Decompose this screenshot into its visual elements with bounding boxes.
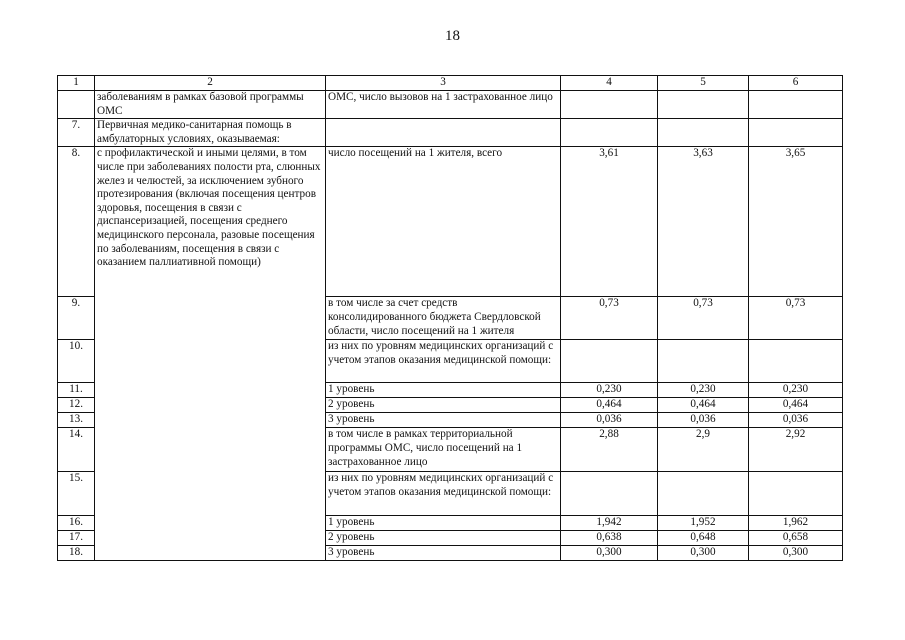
row-number: 17.: [58, 531, 95, 546]
row-number: 12.: [58, 398, 95, 413]
row-indicator: 2 уровень: [326, 531, 561, 546]
col-header-5: 5: [658, 76, 749, 91]
value-col4: 3,61: [561, 147, 658, 297]
value-col4: 2,88: [561, 428, 658, 472]
row-indicator: 2 уровень: [326, 398, 561, 413]
header-row: [58, 76, 843, 91]
value-col5: 2,9: [658, 428, 749, 472]
row-indicator: 3 уровень: [326, 546, 561, 561]
value-col4: 0,036: [561, 413, 658, 428]
row-indicator: [326, 119, 561, 147]
value-col5: [658, 91, 749, 119]
page-number: 18: [445, 28, 460, 44]
table-row: [58, 119, 843, 147]
value-col4: 1,942: [561, 516, 658, 531]
value-col6: 0,658: [749, 531, 843, 546]
col-header-4: 4: [561, 76, 658, 91]
row-description: с профилактической и иными целями, в том числе при заболеваниях полости рта, слюнных желез и челюстей, за исключением зубного протезирования (включая посещения центров здоровья, посещения в связи с диспансеризацией, посещения среднего медицинского персонала, разовые посещения по заболеваниям, посещения в связи с оказанием паллиативной помощи): [95, 147, 326, 561]
value-col4: 0,230: [561, 383, 658, 398]
value-col5: 3,63: [658, 147, 749, 297]
value-col6: [749, 340, 843, 383]
value-col6: 2,92: [749, 428, 843, 472]
row-number: 13.: [58, 413, 95, 428]
col-header-2: 2: [95, 76, 326, 91]
value-col4: 0,464: [561, 398, 658, 413]
value-col5: 1,952: [658, 516, 749, 531]
value-col5: 0,73: [658, 297, 749, 340]
value-col5: 0,648: [658, 531, 749, 546]
row-number: 7.: [58, 119, 95, 147]
row-number: [58, 91, 95, 119]
row-number: 9.: [58, 297, 95, 340]
col-header-3: 3: [326, 76, 561, 91]
value-col6: 0,73: [749, 297, 843, 340]
row-indicator: 1 уровень: [326, 383, 561, 398]
col-header-1: 1: [58, 76, 95, 91]
row-indicator: в том числе в рамках территориальной программы ОМС, число посещений на 1 застрахованное лицо: [326, 428, 561, 472]
row-indicator: из них по уровням медицинских организаций с учетом этапов оказания медицинской помощи:: [326, 472, 561, 516]
row-indicator: ОМС, число вызовов на 1 застрахованное лицо: [326, 91, 561, 119]
row-indicator: 1 уровень: [326, 516, 561, 531]
row-number: 16.: [58, 516, 95, 531]
value-col4: [561, 472, 658, 516]
row-number: 10.: [58, 340, 95, 383]
value-col5: [658, 340, 749, 383]
value-col6: 0,300: [749, 546, 843, 561]
document-table: [57, 75, 843, 561]
value-col6: 0,230: [749, 383, 843, 398]
value-col6: [749, 119, 843, 147]
value-col5: [658, 472, 749, 516]
row-number: 11.: [58, 383, 95, 398]
row-indicator: в том числе за счет средств консолидированного бюджета Свердловской области, число посещений на 1 жителя: [326, 297, 561, 340]
value-col4: 0,638: [561, 531, 658, 546]
value-col4: 0,73: [561, 297, 658, 340]
value-col4: [561, 340, 658, 383]
value-col5: 0,300: [658, 546, 749, 561]
table-row: [58, 91, 843, 119]
value-col5: [658, 119, 749, 147]
value-col4: [561, 119, 658, 147]
row-description: заболеваниям в рамках базовой программы ОМС: [95, 91, 326, 119]
value-col6: [749, 91, 843, 119]
value-col6: 0,464: [749, 398, 843, 413]
row-description: Первичная медико-санитарная помощь в амбулаторных условиях, оказываемая:: [95, 119, 326, 147]
col-header-6: 6: [749, 76, 843, 91]
value-col4: [561, 91, 658, 119]
row-indicator: из них по уровням медицинских организаций с учетом этапов оказания медицинской помощи:: [326, 340, 561, 383]
row-indicator: число посещений на 1 жителя, всего: [326, 147, 561, 297]
value-col6: 3,65: [749, 147, 843, 297]
row-number: 18.: [58, 546, 95, 561]
table-row: [58, 147, 843, 297]
row-indicator: 3 уровень: [326, 413, 561, 428]
value-col5: 0,230: [658, 383, 749, 398]
value-col6: 1,962: [749, 516, 843, 531]
row-number: 15.: [58, 472, 95, 516]
value-col5: 0,464: [658, 398, 749, 413]
row-number: 8.: [58, 147, 95, 297]
value-col6: 0,036: [749, 413, 843, 428]
value-col6: [749, 472, 843, 516]
value-col4: 0,300: [561, 546, 658, 561]
value-col5: 0,036: [658, 413, 749, 428]
row-number: 14.: [58, 428, 95, 472]
